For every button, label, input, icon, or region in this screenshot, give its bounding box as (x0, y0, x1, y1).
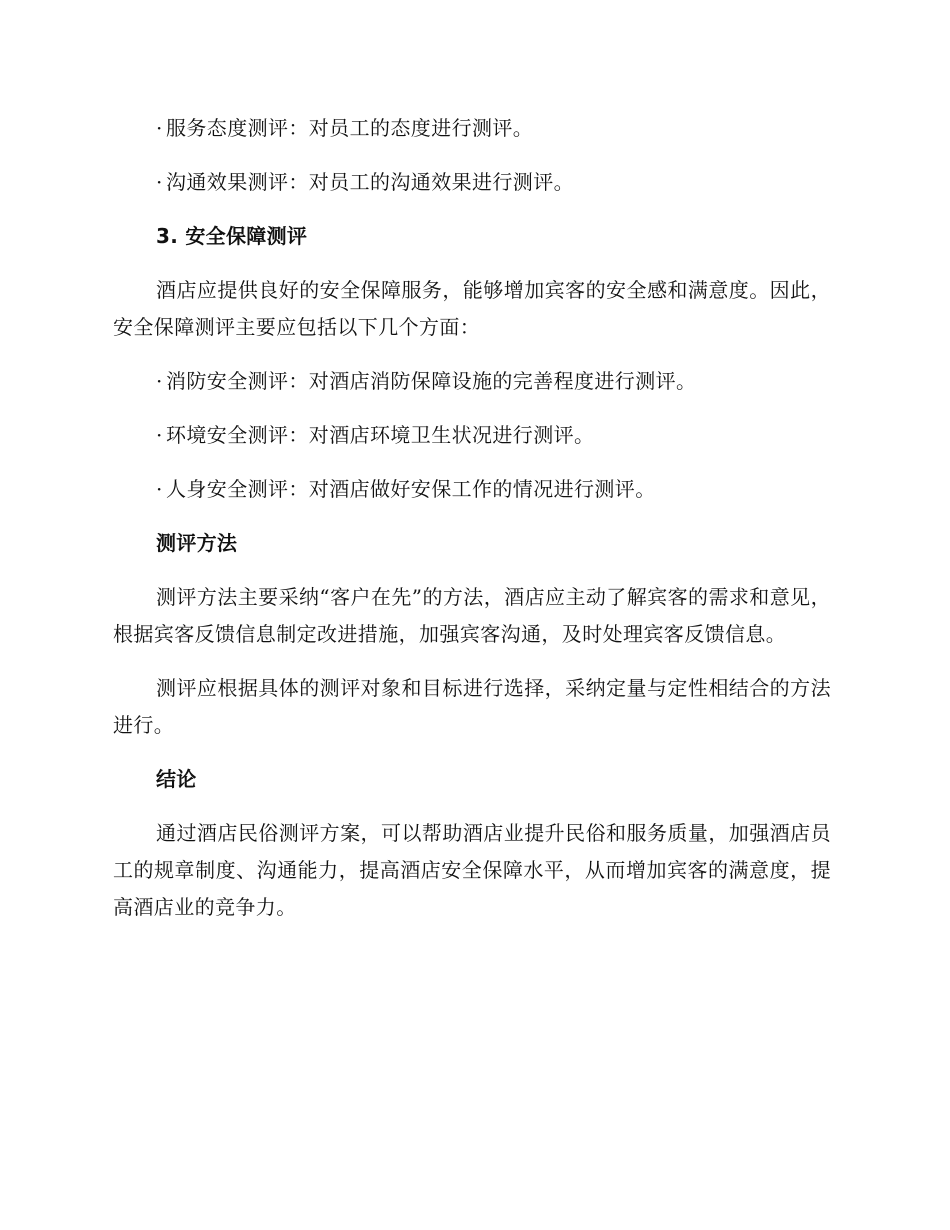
bullet-dot-icon: · (156, 477, 163, 501)
bullet-dot-icon: · (156, 423, 163, 447)
bullet-text: 环境安全测评：对酒店环境卫生状况进行测评。 (166, 423, 595, 447)
bullet-dot-icon: · (156, 116, 163, 140)
paragraph-method-1: 测评方法主要采纳“客户在先”的方法，酒店应主动了解宾客的需求和意见，根据宾客反馈信息制定改进措施，加强宾客沟通，及时处理宾客反馈信息。 (113, 585, 831, 646)
bullet-text: 人身安全测评：对酒店做好安保工作的情况进行测评。 (166, 477, 656, 501)
bullet-item (113, 110, 831, 147)
bullet-text: 消防安全测评：对酒店消防保障设施的完善程度进行测评。 (166, 369, 697, 393)
bullet-item (113, 417, 831, 454)
bullet-text: 服务态度测评：对员工的态度进行测评。 (166, 116, 534, 140)
paragraph-security-intro: 酒店应提供良好的安全保障服务，能够增加宾客的安全感和满意度。因此，安全保障测评主要应包括以下几个方面： (113, 278, 831, 339)
bullet-item (113, 471, 831, 508)
bullet-item (113, 363, 831, 400)
section-heading-security: 3. 安全保障测评 (156, 224, 308, 248)
bullet-dot-icon: · (156, 170, 163, 194)
paragraph-conclusion: 通过酒店民俗测评方案，可以帮助酒店业提升民俗和服务质量，加强酒店员工的规章制度、沟通能力，提高酒店安全保障水平，从而增加宾客的满意度，提高酒店业的竞争力。 (113, 821, 831, 919)
paragraph-method-2: 测评应根据具体的测评对象和目标进行选择，采纳定量与定性相结合的方法进行。 (113, 676, 831, 737)
bullet-item (113, 164, 831, 201)
section-heading-conclusion: 结论 (156, 767, 197, 791)
document-body (113, 110, 831, 926)
section-heading-method: 测评方法 (156, 531, 238, 555)
bullet-text: 沟通效果测评：对员工的沟通效果进行测评。 (166, 170, 574, 194)
bullet-dot-icon: · (156, 369, 163, 393)
